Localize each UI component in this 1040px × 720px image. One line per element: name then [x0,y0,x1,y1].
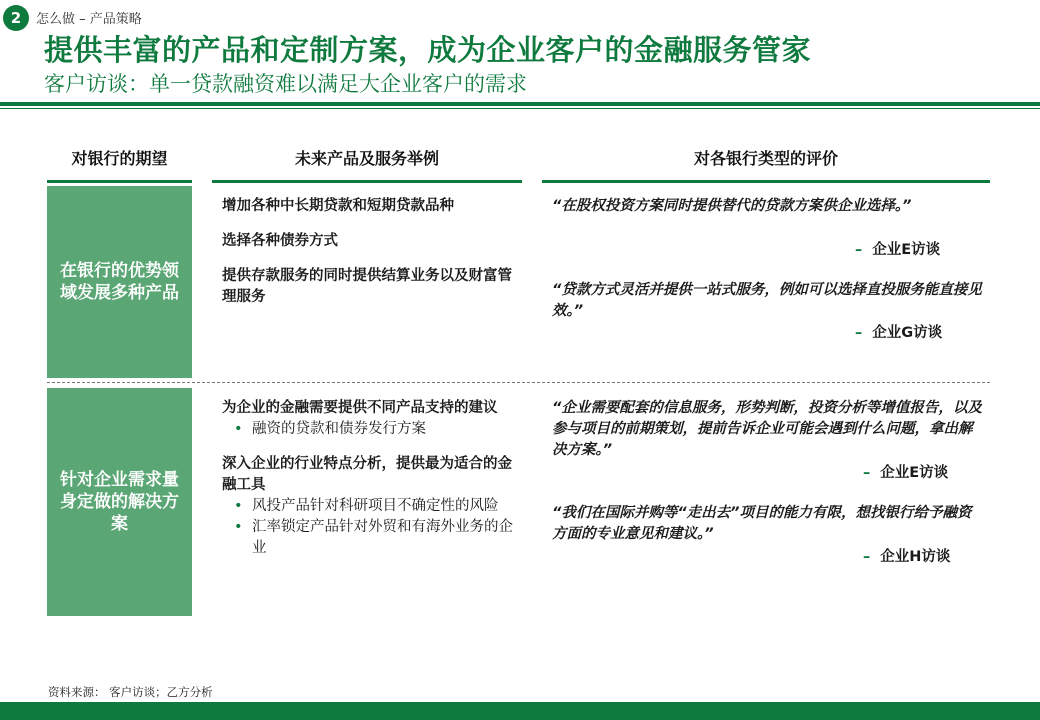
column-header-expectation: 对银行的期望 [71,149,168,168]
expectation-label: 针对企业需求量身定做的解决方案 [60,470,179,534]
products-list-1 [222,196,517,322]
section-number-badge: 2 [3,5,29,31]
product-title: 为企业的金融需要提供不同产品支持的建议 [222,400,498,416]
product-item: 选择各种债券方式 [222,233,338,249]
column-header-products: 未来产品及服务举例 [294,149,439,168]
breadcrumb: 怎么做 – 产品策略 [36,12,142,27]
quote-source: – 企业G访谈 [855,325,943,341]
header-divider [0,102,1040,106]
quote-source: – 企业E访谈 [855,242,941,258]
quote-source: – 企业E访谈 [863,465,949,481]
product-title: 深入企业的行业特点分析，提供最为适合的金融工具 [222,456,512,493]
product-bullet: • 融资的贷款和债券发行方案 [234,419,517,440]
quote-text: “在股权投资方案同时提供替代的贷款方案供企业选择。” [552,198,912,214]
quote-text: “我们在国际并购等“走出去”项目的能力有限，想找银行给予融资方面的专业意见和建议。” [552,505,972,542]
product-item [222,398,517,440]
row-divider [47,382,990,383]
expectation-box-2 [47,388,192,616]
quote-source: – 企业H访谈 [863,549,951,565]
header-divider-thin [0,108,1040,109]
column-underline [542,180,990,183]
product-item: 提供存款服务的同时提供结算业务以及财富管理服务 [222,268,512,305]
quote-text: “企业需要配套的信息服务，形势判断，投资分析等增值报告，以及参与项目的前期策划，提前告诉企业可能会遇到什么问题，拿出解决方案。” [552,400,982,458]
column-underline [47,180,192,183]
expectation-box-1 [47,186,192,378]
products-list-2 [222,398,517,573]
page-title: 提供丰富的产品和定制方案，成为企业客户的金融服务管家 [44,33,812,67]
footer-bar [0,702,1040,720]
product-bullet: • 汇率锁定产品针对外贸和有海外业务的企业 [234,517,517,559]
expectation-label: 在银行的优势领域发展多种产品 [60,261,179,303]
page-subtitle: 客户访谈：单一贷款融资难以满足大企业客户的需求 [44,72,527,96]
source-note: 资料来源： 客户访谈；乙方分析 [48,685,213,699]
product-item [222,454,517,559]
column-header-evaluation: 对各银行类型的评价 [693,149,838,168]
product-bullet: • 风投产品针对科研项目不确定性的风险 [234,496,517,517]
quote-text: “贷款方式灵活并提供一站式服务，例如可以选择直投服务能直接见效。” [552,282,982,319]
product-item: 增加各种中长期贷款和短期贷款品种 [222,198,454,214]
column-underline [212,180,522,183]
